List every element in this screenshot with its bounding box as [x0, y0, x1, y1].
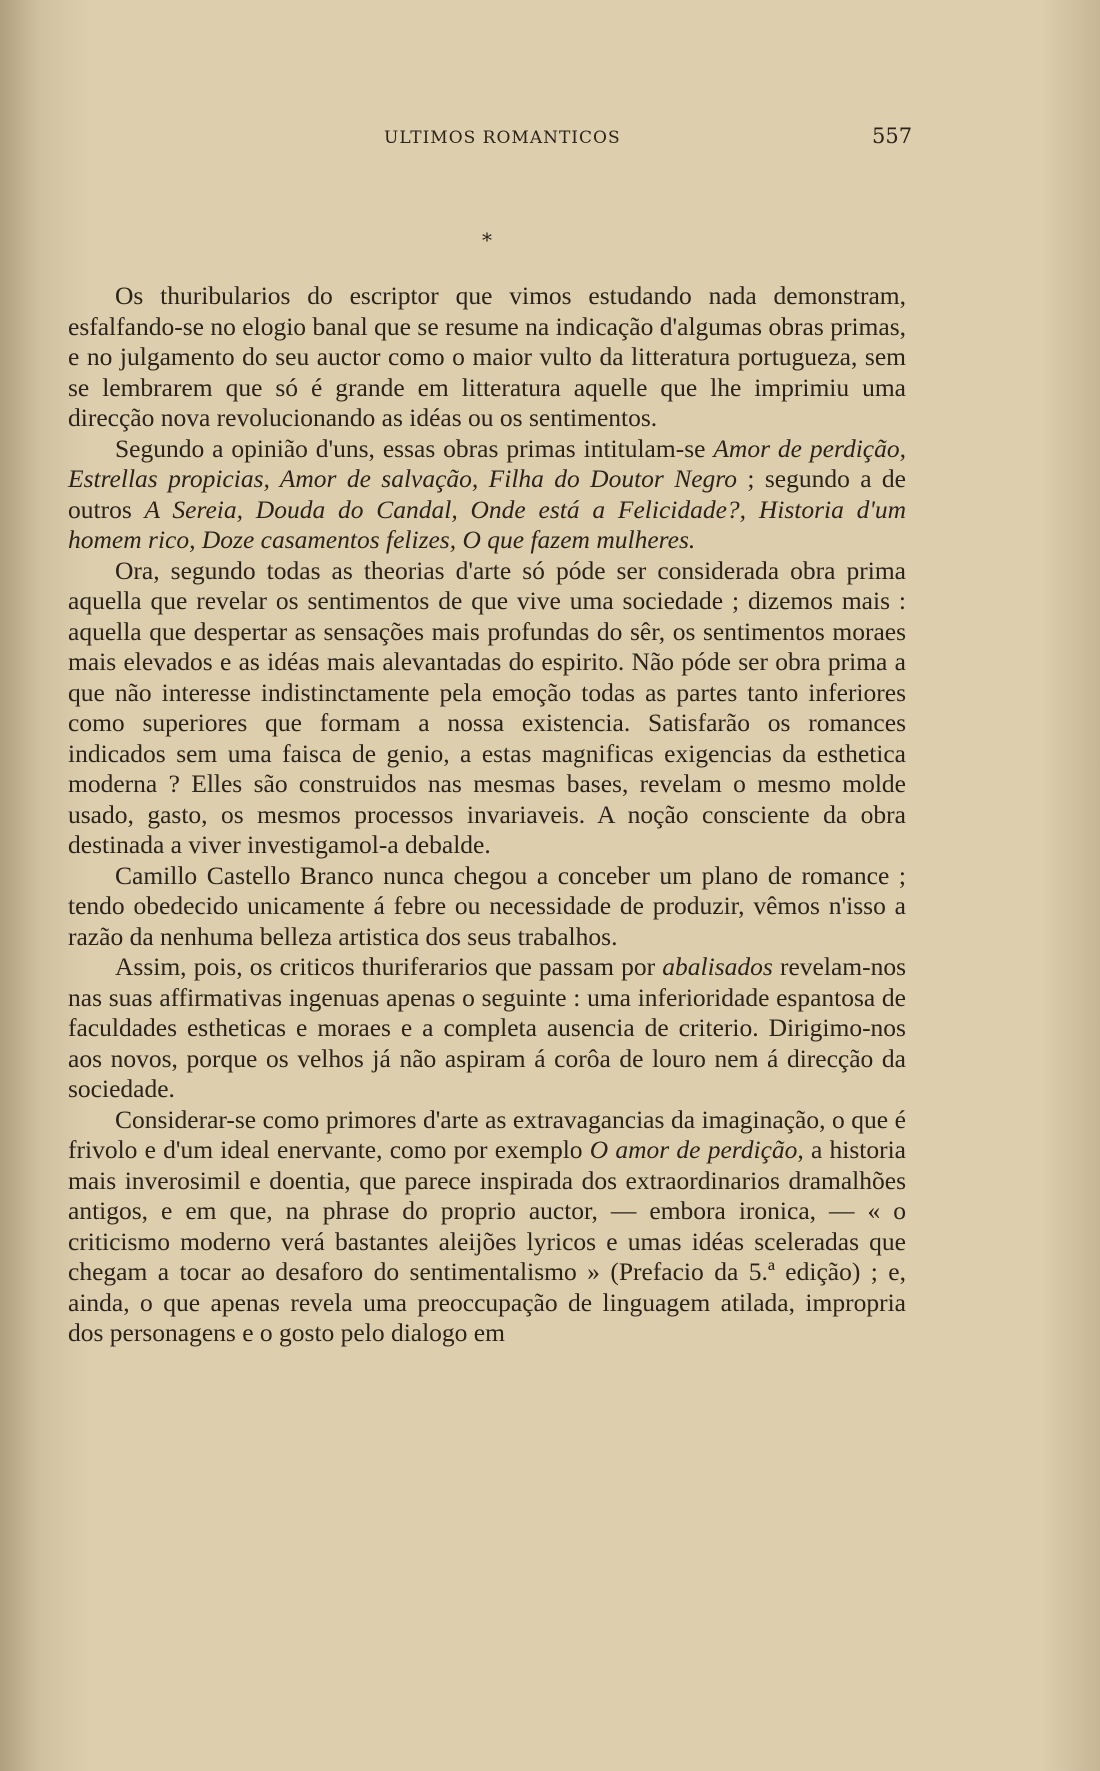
- italic-title-run: A Sereia, Douda do Candal, Onde está a Felicidade?, Historia d'um homem rico, Doze casamentos felizes, O que fazem mulheres.: [68, 494, 906, 554]
- running-head: [0, 124, 1100, 154]
- body-text: [68, 281, 906, 1349]
- text-run: a historia mais inverosimil e doentia, que parece inspirada dos extraordinarios dramalhões antigos, e em que, na phrase do proprio auctor, — embora ironica, — « o criticismo moderno verá bastantes aleijões lyricos e umas idéas sceleradas que chegam a tocar ao desaforo do sentimentalismo » (Prefacio da 5.ª edição) ; e, ainda, o que apenas revela uma preoccupação de linguagem atilada, impropria dos personagens e o gosto pelo dialogo em: [68, 1135, 906, 1347]
- italic-title-run: Amor de perdição, Estrellas propicias, Amor de salvação, Filha do Doutor Negro: [68, 433, 906, 493]
- text-run: Assim, pois, os criticos thuriferarios que passam por: [115, 952, 663, 981]
- section-ornament: *: [482, 228, 492, 252]
- paragraph-5: [68, 952, 906, 1105]
- italic-title-run: abalisados: [662, 952, 773, 981]
- page-number: 557: [872, 124, 913, 148]
- paragraph-3: [68, 556, 906, 861]
- paragraph-6: [68, 1105, 906, 1349]
- text-run: ; segundo a de outros: [68, 464, 906, 524]
- paragraph-4: [68, 861, 906, 953]
- text-run: Segundo a opinião d'uns, essas obras primas intitulam-se: [115, 433, 714, 463]
- text-run: revelam-nos nas suas affirmativas ingenuas apenas o seguinte : uma inferioridade espantosa de faculdades estheticas e moraes e a completa ausencia de criterio. Dirigimo-nos aos novos, porque os velhos já não aspiram á corôa de louro nem á direcção da sociedade.: [68, 952, 907, 1103]
- paragraph-1: [68, 281, 906, 434]
- paragraph-2: [68, 434, 906, 556]
- text-run: Ora, segundo todas as theorias d'arte só póde ser considerada obra prima aquella que revelar os sentimentos de que vive uma sociedade ; dizemos mais : aquella que despertar as sensações mais profundas do sêr, os sentimentos moraes mais elevados e as idéas mais alevantadas do espirito. Não póde ser obra prima a que não interesse indistinctamente pela emoção todas as partes tanto inferiores como superiores que formam a nossa existencia. Satisfarão os romances indicados sem uma faisca de genio, a estas magnificas exigencias da esthetica moderna ? Elles são construidos nas mesmas bases, revelam o mesmo molde usado, gasto, os mesmos processos invariaveis. A noção consciente da obra destinada a viver investigamol-a debalde.: [68, 555, 906, 859]
- text-run: Considerar-se como primores d'arte as extravagancias da imaginação, o que é frivolo e d'um ideal enervante, como por exemplo: [68, 1104, 906, 1164]
- text-run: Os thuribularios do escriptor que vimos estudando nada demonstram, esfalfando-se no elogio banal que se resume na indicação d'algumas obras primas, e no julgamento do seu auctor como o maior vulto da litteratura portugueza, sem se lembrarem que só é grande em litteratura aquelle que lhe imprimiu uma direcção nova revolucionando as idéas ou os sentimentos.: [68, 281, 906, 432]
- italic-title-run: O amor de perdição,: [589, 1135, 804, 1164]
- text-run: Camillo Castello Branco nunca chegou a conceber um plano de romance ; tendo obedecido unicamente á febre ou necessidade de produzir, vêmos n'isso a razão da nenhuma belleza artistica dos seus trabalhos.: [68, 860, 906, 951]
- running-title: ULTIMOS ROMANTICOS: [384, 128, 621, 148]
